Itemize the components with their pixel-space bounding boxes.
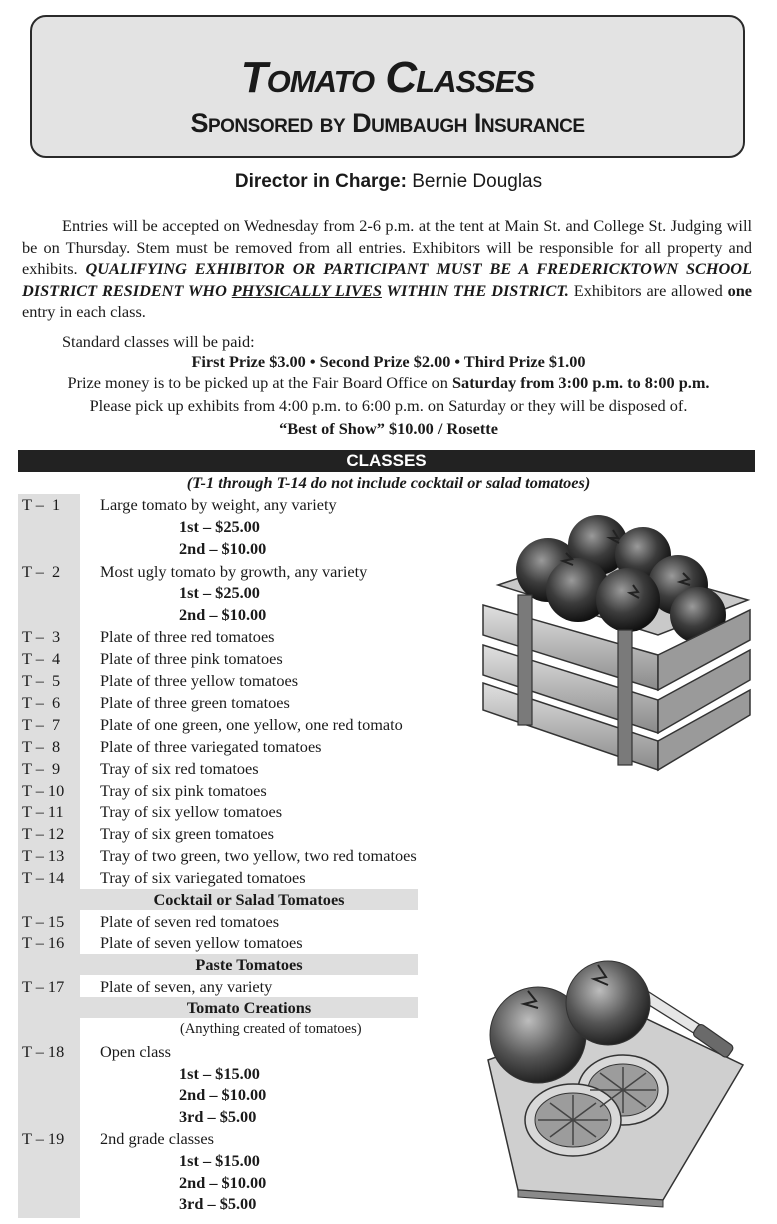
- class-desc: Plate of three green tomatoes: [100, 693, 290, 712]
- classes-heading: CLASSES: [18, 450, 755, 472]
- class-code: T – 11: [22, 802, 64, 821]
- class-code: T – 7: [22, 715, 61, 734]
- section-creations: Tomato Creations: [80, 997, 418, 1018]
- prize-second: 2nd – $10.00: [179, 1085, 267, 1104]
- prize-third: 3rd – $5.00: [179, 1107, 257, 1126]
- prize-first: 1st – $15.00: [179, 1064, 260, 1083]
- prize-line-text: First Prize $3.00 • Second Prize $2.00 • Third Prize $1.00: [191, 352, 586, 371]
- director-line: [0, 170, 777, 194]
- class-code: T – 9: [22, 759, 61, 778]
- sliced-tomato-illustration: [478, 955, 748, 1210]
- class-desc: 2nd grade classes: [100, 1129, 214, 1148]
- class-desc: Tray of six pink tomatoes: [100, 781, 267, 800]
- intro-paragraph: [22, 215, 752, 323]
- class-desc: Tray of six yellow tomatoes: [100, 802, 283, 821]
- pickup-text: Prize money is to be picked up at the Fair Board Office on: [67, 373, 452, 392]
- prize-third: 3rd – $5.00: [179, 1194, 257, 1213]
- director-label: Director in Charge:: [234, 171, 407, 192]
- class-code: T – 5: [22, 671, 61, 690]
- class-desc: Most ugly tomato by growth, any variety: [100, 562, 368, 581]
- prize-first: 1st – $15.00: [179, 1151, 260, 1170]
- creations-note: (Anything created of tomatoes): [180, 1021, 362, 1037]
- class-code: T – 18: [22, 1042, 65, 1061]
- best-of-show-line: [0, 419, 777, 439]
- intro-one: one: [727, 280, 753, 300]
- page-subtitle: Sponsored by Dumbaugh Insurance: [190, 108, 585, 138]
- class-code: T – 13: [22, 846, 65, 865]
- class-code: T – 1: [22, 495, 61, 514]
- class-code: T – 12: [22, 824, 65, 843]
- class-desc: Open class: [100, 1042, 171, 1061]
- class-code: T – 15: [22, 912, 65, 931]
- class-desc: Large tomato by weight, any variety: [100, 495, 337, 514]
- class-desc: Tray of six variegated tomatoes: [100, 868, 306, 887]
- director-name: Bernie Douglas: [406, 171, 543, 192]
- class-code: T – 4: [22, 649, 61, 668]
- class-code: T – 14: [22, 868, 65, 887]
- qualify-underlined: PHYSICALLY LIVES: [231, 280, 382, 300]
- class-desc: Tray of six green tomatoes: [100, 824, 274, 843]
- standard-label: Standard classes will be paid:: [62, 332, 255, 351]
- tomato-crate-illustration: [478, 515, 758, 775]
- class-code: T – 3: [22, 627, 61, 646]
- class-desc: Plate of three pink tomatoes: [100, 649, 283, 668]
- qualify-text-2: WITHIN THE DISTRICT.: [381, 280, 569, 300]
- class-code: T – 2: [22, 562, 61, 581]
- section-cocktail: Cocktail or Salad Tomatoes: [80, 889, 418, 910]
- prize-line: [0, 352, 777, 372]
- class-code: T – 16: [22, 933, 65, 952]
- class-code: T – 10: [22, 781, 65, 800]
- prize-first: 1st – $25.00: [179, 583, 260, 602]
- pickup-bold: Saturday from 3:00 p.m. to 8:00 p.m.: [452, 373, 710, 392]
- class-desc: Plate of one green, one yellow, one red tomato: [100, 715, 403, 734]
- class-desc: Plate of three variegated tomatoes: [100, 737, 322, 756]
- class-desc: Plate of three red tomatoes: [100, 627, 275, 646]
- exhibits-line: Please pick up exhibits from 4:00 p.m. to 6:00 p.m. on Saturday or they will be disposed of.: [89, 396, 688, 415]
- class-code: T – 8: [22, 737, 61, 756]
- class-desc: Plate of seven red tomatoes: [100, 912, 280, 931]
- class-desc: Plate of seven, any variety: [100, 977, 273, 996]
- class-desc: Plate of seven yellow tomatoes: [100, 933, 303, 952]
- prize-second: 2nd – $10.00: [179, 539, 267, 558]
- classes-note: (T-1 through T-14 do not include cocktail or salad tomatoes): [186, 473, 591, 492]
- pickup-line: [0, 373, 777, 393]
- header-box: [30, 15, 745, 158]
- prize-first: 1st – $25.00: [179, 517, 260, 536]
- class-desc: Tray of six red tomatoes: [100, 759, 259, 778]
- intro-text-2: Exhibitors are allowed: [568, 280, 728, 300]
- prize-second: 2nd – $10.00: [179, 1173, 267, 1192]
- class-code: T – 17: [22, 977, 65, 996]
- best-of-show: “Best of Show” $10.00 / Rosette: [279, 419, 498, 438]
- prize-second: 2nd – $10.00: [179, 605, 267, 624]
- class-code: T – 19: [22, 1129, 65, 1148]
- qualify-text-1: QUALIFYING EXHIBITOR OR PARTICIPANT MUST BE A FREDERICKTOWN SCHOOL DISTRICT RESIDENT WHO: [22, 259, 752, 300]
- class-code: T – 6: [22, 693, 61, 712]
- page-title: Tomato Classes: [240, 53, 535, 102]
- intro-text-3: entry in each class.: [22, 302, 146, 322]
- class-desc: Tray of two green, two yellow, two red tomatoes: [100, 846, 417, 865]
- intro-text-1: Entries will be accepted on Wednesday from 2-6 p.m. at the tent at Main St. and College St. Judging will be on Thursday. Stem must be removed from all entries. Exhibitors will be responsible for all property and exhibits.: [22, 216, 752, 279]
- class-desc: Plate of three yellow tomatoes: [100, 671, 299, 690]
- section-paste: Paste Tomatoes: [80, 954, 418, 975]
